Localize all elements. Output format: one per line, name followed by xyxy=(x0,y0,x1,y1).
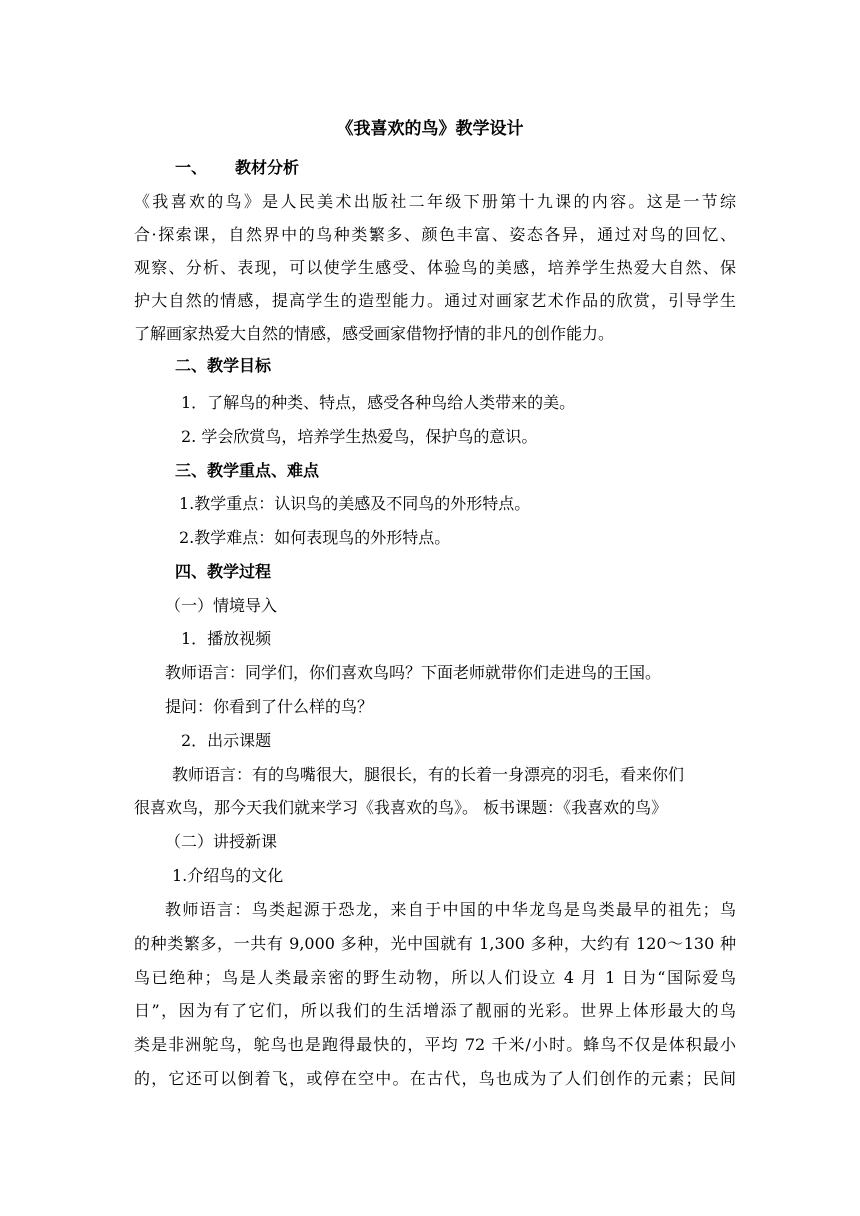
paragraph-line: 的，它还可以倒着飞，或停在空中。在古代，鸟也成为了人们创作的元素；民间 xyxy=(134,1069,736,1088)
paragraph-line: 日”，因为有了它们，所以我们的生活增添了靓丽的光彩。世界上体形最大的鸟 xyxy=(134,1001,736,1020)
section-2-heading: 二、教学目标 xyxy=(175,356,272,375)
teacher-speech: 很喜欢鸟，那今天我们就来学习《我喜欢的鸟》。 板书课题：《我喜欢的鸟》 xyxy=(134,798,668,817)
step-item: 2．出示课题 xyxy=(181,731,272,750)
paragraph-line: 类是非洲鸵鸟，鸵鸟也是跑得最快的，平均 72 千米/小时。蜂鸟不仅是体积最小 xyxy=(134,1035,736,1054)
teacher-speech: 教师语言：同学们，你们喜欢鸟吗？下面老师就带你们走进鸟的王国。 xyxy=(165,663,662,682)
paragraph-line: 《我喜欢的鸟》是人民美术出版社二年级下册第十九课的内容。这是一节综 xyxy=(134,192,736,211)
objective-item: 1．了解鸟的种类、特点，感受各种鸟给人类带来的美。 xyxy=(181,393,576,412)
key-point-item: 2.教学难点：如何表现鸟的外形特点。 xyxy=(179,528,451,547)
step-item: 1．播放视频 xyxy=(181,629,272,648)
section-4-heading: 四、教学过程 xyxy=(175,562,272,581)
paragraph-line: 鸟已绝种；鸟是人类最亲密的野生动物，所以人们设立 4 月 1 日为“国际爱鸟 xyxy=(134,968,736,987)
step-item: 1.介绍鸟的文化 xyxy=(172,866,284,885)
paragraph-line: 护大自然的情感，提高学生的造型能力。通过对画家艺术作品的欣赏，引导学生 xyxy=(134,291,736,310)
objective-item: 2. 学会欣赏鸟，培养学生热爱鸟，保护鸟的意识。 xyxy=(181,427,538,446)
section-1-number: 一、 xyxy=(175,158,208,177)
paragraph-line: 了解画家热爱大自然的情感，感受画家借物抒情的非凡的创作能力。 xyxy=(134,324,615,343)
key-point-item: 1.教学重点：认识鸟的美感及不同鸟的外形特点。 xyxy=(179,494,531,513)
question-line: 提问：你看到了什么样的鸟？ xyxy=(165,697,374,716)
document-title: 《我喜欢的鸟》教学设计 xyxy=(336,119,524,139)
subsection-heading: （一）情境导入 xyxy=(165,596,278,615)
subsection-heading: （二）讲授新课 xyxy=(165,832,278,851)
section-1-heading: 教材分析 xyxy=(235,158,300,177)
paragraph-line: 的种类繁多，一共有 9,000 多种，光中国就有 1,300 多种，大约有 120～130 种 xyxy=(134,934,736,953)
paragraph-line: 教师语言：鸟类起源于恐龙，来自于中国的中华龙鸟是鸟类最早的祖先；鸟 xyxy=(165,900,736,919)
paragraph-line: 观察、分析、表现，可以使学生感受、体验鸟的美感，培养学生热爱大自然、保 xyxy=(134,258,736,277)
teacher-speech: 教师语言：有的鸟嘴很大，腿很长，有的长着一身漂亮的羽毛，看来你们 xyxy=(172,765,685,784)
section-3-heading: 三、教学重点、难点 xyxy=(175,461,320,480)
paragraph-line: 合·探索课，自然界中的鸟种类繁多、颜色丰富、姿态各异，通过对鸟的回忆、 xyxy=(134,225,736,244)
